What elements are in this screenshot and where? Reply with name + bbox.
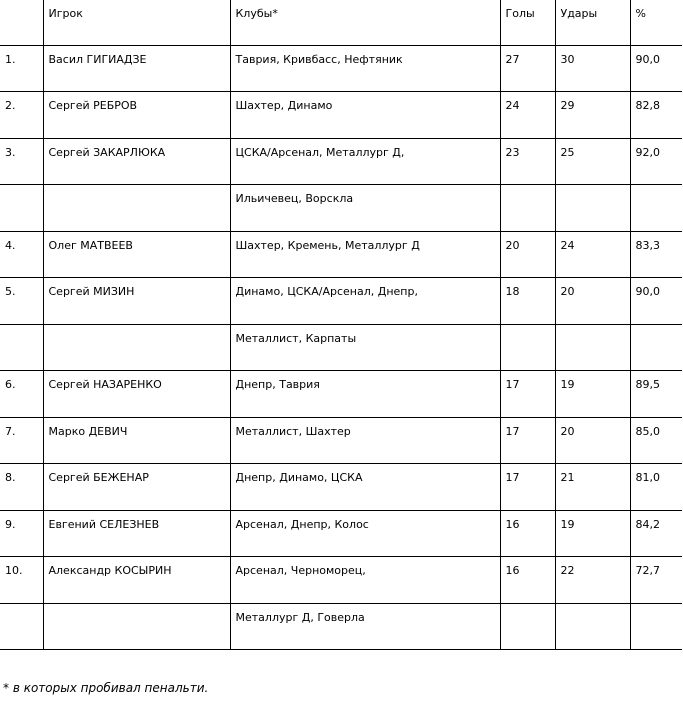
cell-attempts: 29 [555, 92, 630, 139]
cell-attempts [555, 185, 630, 232]
table-row [0, 45, 682, 92]
cell-clubs: Арсенал, Черноморец, [230, 557, 500, 604]
table-header-row [0, 0, 682, 45]
cell-goals: 23 [500, 138, 555, 185]
cell-player: Сергей МИЗИН [43, 278, 230, 325]
cell-rank: 6. [0, 371, 43, 418]
cell-percent [630, 185, 682, 232]
cell-attempts [555, 324, 630, 371]
cell-goals: 17 [500, 417, 555, 464]
header-rank [0, 0, 43, 45]
cell-rank: 2. [0, 92, 43, 139]
cell-goals: 16 [500, 557, 555, 604]
cell-percent: 72,7 [630, 557, 682, 604]
footnote: * в которых пробивал пенальти. [3, 681, 209, 695]
cell-clubs: Ильичевец, Ворскла [230, 185, 500, 232]
cell-percent: 89,5 [630, 371, 682, 418]
cell-percent: 90,0 [630, 45, 682, 92]
cell-goals: 20 [500, 231, 555, 278]
cell-clubs: Металлург Д, Говерла [230, 603, 500, 650]
table-row [0, 185, 682, 232]
table-row [0, 371, 682, 418]
cell-rank: 1. [0, 45, 43, 92]
header-percent: % [630, 0, 682, 45]
cell-attempts: 25 [555, 138, 630, 185]
cell-rank: 3. [0, 138, 43, 185]
cell-rank [0, 603, 43, 650]
cell-player: Сергей НАЗАРЕНКО [43, 371, 230, 418]
cell-attempts: 21 [555, 464, 630, 511]
cell-clubs: Металлист, Карпаты [230, 324, 500, 371]
cell-attempts: 19 [555, 371, 630, 418]
cell-clubs: Шахтер, Динамо [230, 92, 500, 139]
cell-clubs: Металлист, Шахтер [230, 417, 500, 464]
cell-rank: 9. [0, 510, 43, 557]
table-row [0, 557, 682, 604]
cell-percent: 82,8 [630, 92, 682, 139]
cell-clubs: Таврия, Кривбасс, Нефтяник [230, 45, 500, 92]
cell-percent: 83,3 [630, 231, 682, 278]
cell-goals: 27 [500, 45, 555, 92]
cell-goals: 17 [500, 371, 555, 418]
cell-player [43, 185, 230, 232]
cell-goals [500, 603, 555, 650]
cell-clubs: Днепр, Динамо, ЦСКА [230, 464, 500, 511]
table-row [0, 138, 682, 185]
cell-goals: 16 [500, 510, 555, 557]
cell-attempts: 22 [555, 557, 630, 604]
cell-percent [630, 324, 682, 371]
cell-goals [500, 324, 555, 371]
cell-player: Сергей ЗАКАРЛЮКА [43, 138, 230, 185]
cell-attempts: 24 [555, 231, 630, 278]
cell-attempts [555, 603, 630, 650]
cell-rank: 8. [0, 464, 43, 511]
cell-player: Сергей БЕЖЕНАР [43, 464, 230, 511]
cell-goals: 18 [500, 278, 555, 325]
cell-clubs: ЦСКА/Арсенал, Металлург Д, [230, 138, 500, 185]
cell-clubs: Динамо, ЦСКА/Арсенал, Днепр, [230, 278, 500, 325]
cell-percent: 81,0 [630, 464, 682, 511]
cell-player: Александр КОСЫРИН [43, 557, 230, 604]
table-row [0, 324, 682, 371]
cell-attempts: 19 [555, 510, 630, 557]
header-clubs: Клубы* [230, 0, 500, 45]
cell-goals: 17 [500, 464, 555, 511]
table-row [0, 417, 682, 464]
cell-goals: 24 [500, 92, 555, 139]
cell-player [43, 324, 230, 371]
cell-rank [0, 324, 43, 371]
cell-percent: 92,0 [630, 138, 682, 185]
cell-rank: 4. [0, 231, 43, 278]
cell-rank: 10. [0, 557, 43, 604]
cell-percent [630, 603, 682, 650]
cell-percent: 90,0 [630, 278, 682, 325]
cell-player: Олег МАТВЕЕВ [43, 231, 230, 278]
table-row [0, 231, 682, 278]
table-row [0, 603, 682, 650]
cell-rank [0, 185, 43, 232]
table-row [0, 464, 682, 511]
cell-attempts: 20 [555, 278, 630, 325]
cell-player: Марко ДЕВИЧ [43, 417, 230, 464]
cell-goals [500, 185, 555, 232]
cell-clubs: Днепр, Таврия [230, 371, 500, 418]
cell-player: Сергей РЕБРОВ [43, 92, 230, 139]
cell-rank: 5. [0, 278, 43, 325]
table-row [0, 510, 682, 557]
cell-rank: 7. [0, 417, 43, 464]
cell-player [43, 603, 230, 650]
cell-attempts: 20 [555, 417, 630, 464]
header-goals: Голы [500, 0, 555, 45]
cell-player: Васил ГИГИАДЗЕ [43, 45, 230, 92]
header-attempts: Удары [555, 0, 630, 45]
table-row [0, 92, 682, 139]
cell-clubs: Шахтер, Кремень, Металлург Д [230, 231, 500, 278]
cell-clubs: Арсенал, Днепр, Колос [230, 510, 500, 557]
cell-player: Евгений СЕЛЕЗНЕВ [43, 510, 230, 557]
cell-attempts: 30 [555, 45, 630, 92]
cell-percent: 84,2 [630, 510, 682, 557]
cell-percent: 85,0 [630, 417, 682, 464]
table-row [0, 278, 682, 325]
header-player: Игрок [43, 0, 230, 45]
